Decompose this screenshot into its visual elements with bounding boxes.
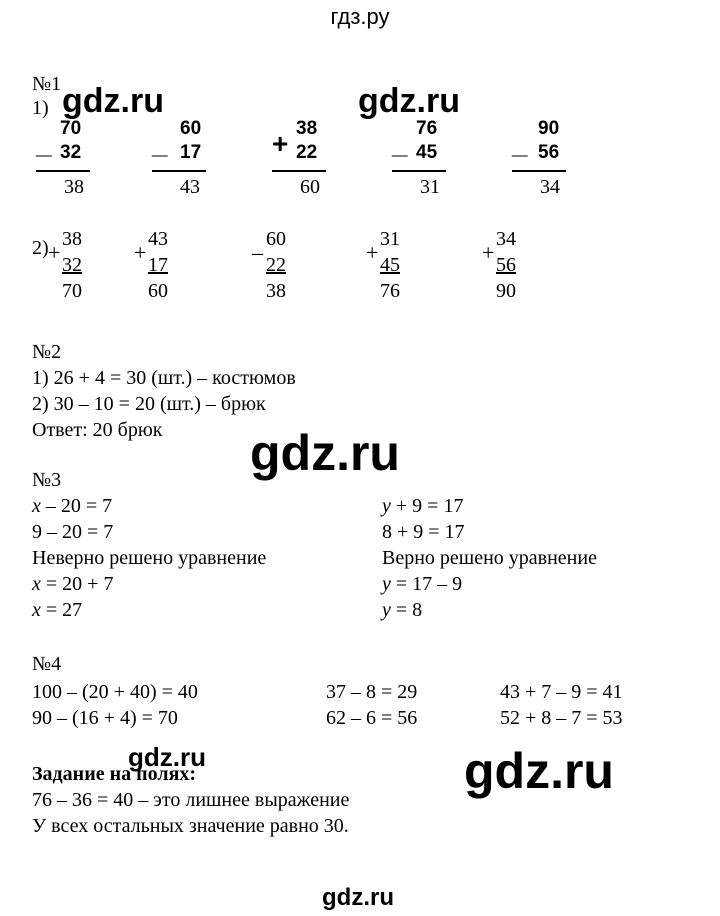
section-2-line-2: 2) 30 – 10 = 20 (шт.) – брюк [32, 393, 266, 415]
operator: + [482, 240, 495, 265]
site-header: гдз.ру [330, 4, 390, 29]
section-3-title: №3 [32, 469, 62, 491]
variable: x [32, 573, 41, 595]
left-verdict: Неверно решено уравнение [32, 547, 267, 569]
variable: y [382, 573, 391, 595]
result: 70 [62, 280, 82, 302]
result: 43 [180, 176, 200, 198]
right-verdict: Верно решено уравнение [382, 547, 597, 569]
operator: _ [152, 128, 168, 159]
operand-bottom: 56 [496, 254, 516, 276]
operand-top: 90 [538, 118, 560, 139]
part-2-label: 2) [32, 237, 49, 259]
result-line [272, 170, 326, 172]
variable: y [382, 599, 391, 621]
s4-row2-col2: 62 – 6 = 56 [326, 707, 418, 729]
variable: x [32, 495, 41, 517]
result: 60 [148, 280, 168, 302]
watermark-4: gdz.ru [128, 742, 206, 772]
left-eq-3 [32, 572, 113, 596]
operator: _ [252, 232, 263, 257]
right-eq-4 [382, 598, 422, 622]
operand-top: 34 [496, 228, 516, 250]
expression: = 20 + 7 [40, 573, 114, 595]
extra-task-title: Задание на полях: [32, 763, 197, 785]
operand-top: 31 [380, 228, 400, 250]
operator: + [366, 240, 379, 265]
operand-bottom: 17 [180, 142, 202, 163]
watermark-2: gdz.ru [358, 82, 460, 120]
extra-task-line-2: У всех остальных значение равно 30. [32, 815, 349, 837]
operand-bottom: 56 [538, 142, 560, 163]
operand-top: 43 [148, 228, 168, 250]
operand-top: 60 [180, 118, 202, 139]
section-2-line-1: 1) 26 + 4 = 30 (шт.) – костюмов [32, 367, 296, 389]
operand-top: 38 [296, 118, 318, 139]
left-eq-2: 9 – 20 = 7 [32, 521, 114, 543]
s4-row2-col3: 52 + 8 – 7 = 53 [500, 707, 623, 729]
result: 90 [496, 280, 516, 302]
watermark-3: gdz.ru [250, 425, 400, 481]
right-eq-3 [382, 572, 462, 596]
result: 31 [420, 176, 440, 198]
watermark-6: gdz.ru [322, 884, 394, 911]
result: 38 [64, 176, 84, 198]
right-eq-2: 8 + 9 = 17 [382, 521, 465, 543]
operator: + [48, 240, 61, 265]
variable: y [382, 495, 391, 517]
operand-bottom: 17 [148, 254, 168, 276]
s4-row1-col3: 43 + 7 – 9 = 41 [500, 681, 623, 703]
result-line [36, 170, 90, 172]
operand-top: 38 [62, 228, 82, 250]
expression: – 20 = 7 [40, 495, 113, 517]
operand-bottom: 45 [416, 142, 438, 163]
section-1-title: №1 [32, 73, 62, 95]
result: 38 [266, 280, 286, 302]
operand-top: 76 [416, 118, 438, 139]
expression: = 17 – 9 [390, 573, 463, 595]
left-eq-1 [32, 494, 112, 518]
operator: + [134, 240, 147, 265]
expression: = 27 [40, 599, 83, 621]
result-line [512, 170, 566, 172]
operand-bottom: 32 [60, 142, 82, 163]
operand-top: 70 [60, 118, 82, 139]
result: 34 [540, 176, 560, 198]
operand-bottom: 22 [266, 254, 286, 276]
operator: + [272, 128, 289, 159]
extra-task-line-1: 76 – 36 = 40 – это лишнее выражение [32, 789, 350, 811]
section-2-title: №2 [32, 341, 62, 363]
operand-bottom: 32 [62, 254, 82, 276]
operand-top: 60 [266, 228, 286, 250]
part-1-label: 1) [32, 97, 49, 119]
watermark-1: gdz.ru [62, 82, 164, 120]
s4-row1-col2: 37 – 8 = 29 [326, 681, 418, 703]
expression: = 8 [390, 599, 423, 621]
right-eq-1 [382, 494, 463, 518]
s4-row2-col1: 90 – (16 + 4) = 70 [32, 707, 178, 729]
operand-bottom: 22 [296, 142, 318, 163]
operand-bottom: 45 [380, 254, 400, 276]
operator: _ [512, 128, 528, 159]
variable: x [32, 599, 41, 621]
watermark-5: gdz.ru [464, 743, 614, 799]
left-eq-4 [32, 598, 82, 622]
result: 76 [380, 280, 400, 302]
s4-row1-col1: 100 – (20 + 40) = 40 [32, 681, 198, 703]
operator: _ [392, 128, 408, 159]
section-4-title: №4 [32, 653, 62, 675]
result-line [152, 170, 206, 172]
section-2-answer: Ответ: 20 брюк [32, 419, 163, 441]
operator: _ [36, 128, 52, 159]
result-line [392, 170, 446, 172]
expression: + 9 = 17 [390, 495, 464, 517]
result: 60 [300, 176, 320, 198]
